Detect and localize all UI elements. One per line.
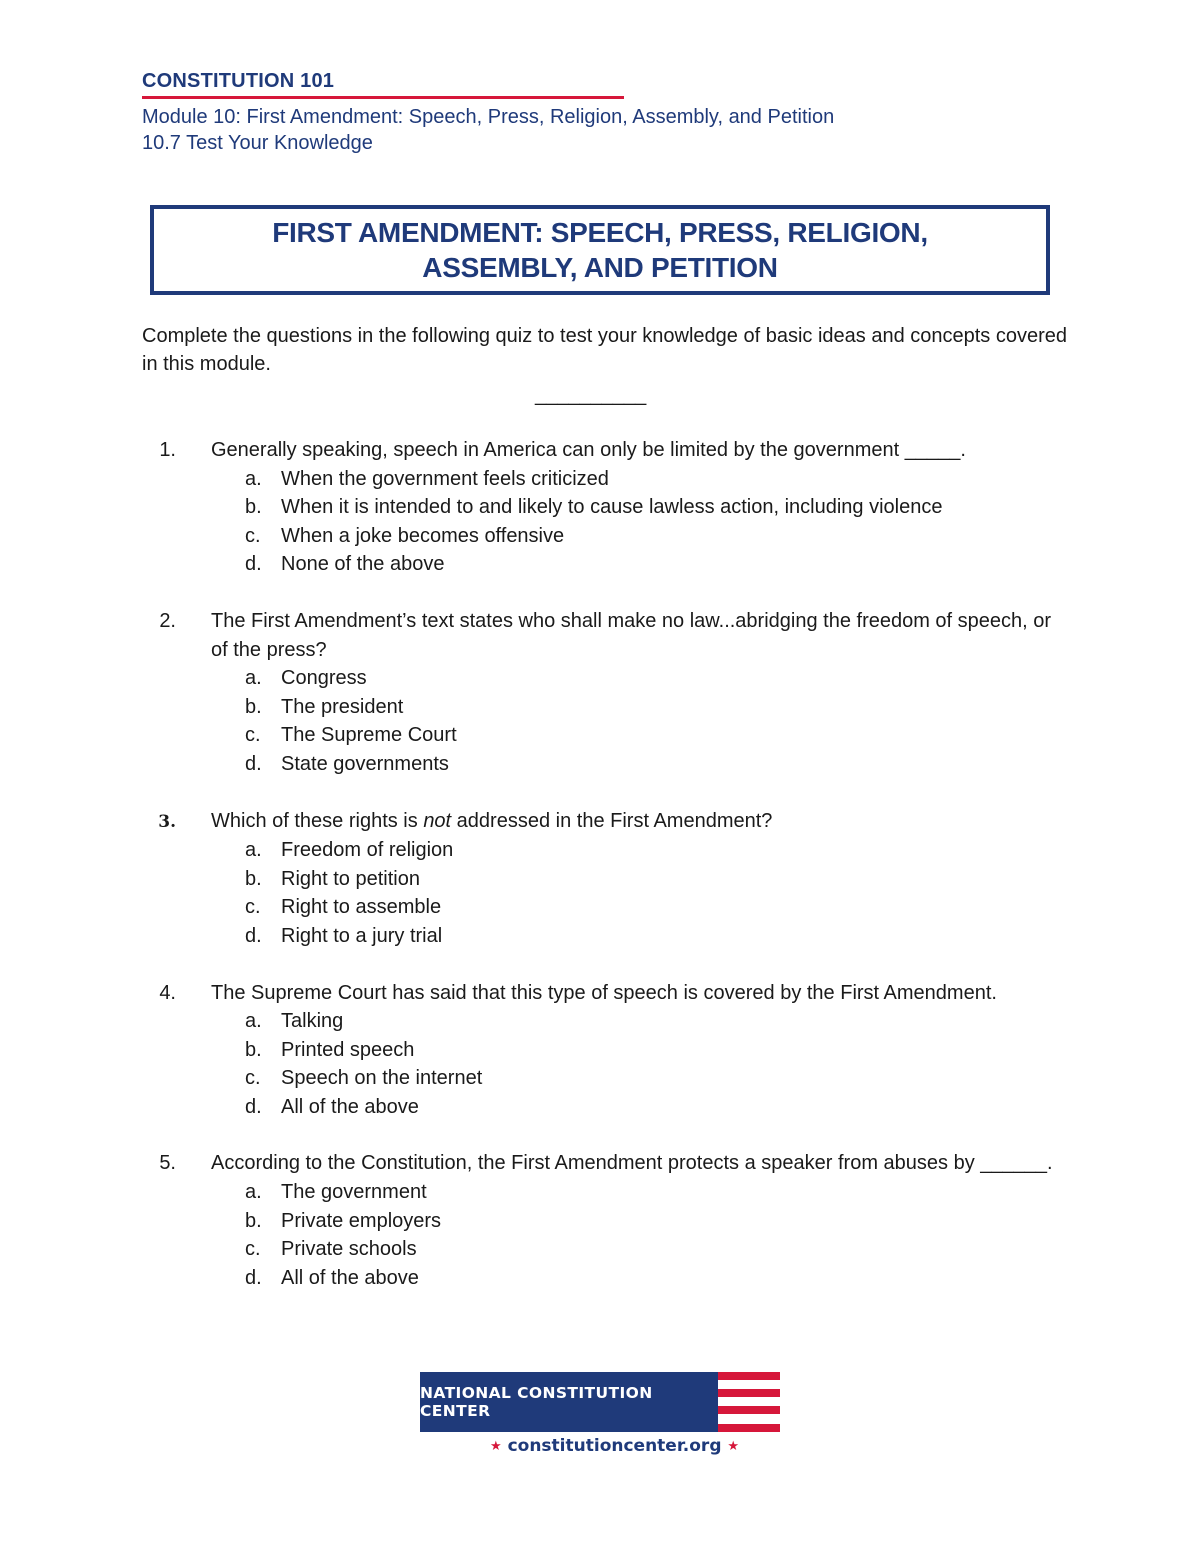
- option: [142, 465, 1062, 494]
- option-letter: b.: [245, 695, 262, 718]
- option-letter: c.: [245, 1067, 261, 1090]
- option: [142, 493, 1062, 522]
- option: [142, 1064, 1062, 1093]
- option: [142, 550, 1062, 579]
- option-text: Freedom of religion: [281, 839, 454, 862]
- option-text: Talking: [281, 1010, 344, 1033]
- logo-url-line[interactable]: [490, 1436, 740, 1456]
- option: [142, 1178, 1062, 1207]
- option-letter: c.: [245, 524, 261, 547]
- intro-paragraph: Complete the questions in the following quiz to test your knowledge of basic ideas and concepts covered in this module.: [142, 325, 1067, 375]
- option: [142, 1235, 1062, 1264]
- option: [142, 522, 1062, 551]
- option-letter: d.: [245, 924, 262, 947]
- options-list: [142, 1007, 1062, 1121]
- option-text: Right to assemble: [281, 896, 442, 919]
- option-letter: a.: [245, 467, 262, 490]
- question-text: According to the Constitution, the First Amendment protects a speaker from abuses by ______.: [211, 1152, 1053, 1175]
- flag-stripes-icon: [718, 1372, 780, 1432]
- page-title-box: [150, 205, 1050, 295]
- option: [142, 693, 1062, 722]
- question-5: [142, 1149, 1062, 1292]
- option-text: State governments: [281, 752, 449, 775]
- options-list: [142, 664, 1062, 778]
- option-letter: b.: [245, 1209, 262, 1232]
- flag-stripe: [718, 1372, 780, 1380]
- option-letter: a.: [245, 667, 262, 690]
- question-number: 4.: [159, 981, 176, 1004]
- logo-wordmark-bar: [420, 1372, 718, 1432]
- option-letter: a.: [245, 1010, 262, 1033]
- option-letter: c.: [245, 896, 261, 919]
- option: [142, 721, 1062, 750]
- option-letter: c.: [245, 1238, 261, 1261]
- question-1: [142, 436, 1062, 579]
- option-text: All of the above: [281, 1095, 419, 1118]
- option-text: Private employers: [281, 1209, 442, 1232]
- page-title: [272, 215, 928, 285]
- series-title: CONSTITUTION 101: [142, 70, 335, 92]
- option-text: The government: [281, 1181, 427, 1204]
- option-letter: d.: [245, 553, 262, 576]
- question-text-after: addressed in the First Amendment?: [451, 809, 773, 832]
- question-text-before: Which of these rights is: [211, 809, 424, 832]
- option: [142, 1036, 1062, 1065]
- option-text: All of the above: [281, 1266, 419, 1289]
- question-text: [176, 807, 1062, 837]
- option: [142, 922, 1062, 951]
- question-3: [142, 807, 1062, 951]
- logo-url[interactable]: constitutioncenter.org: [507, 1436, 722, 1456]
- question-text: The Supreme Court has said that this type of speech is covered by the First Amendment.: [211, 981, 997, 1004]
- option-letter: a.: [245, 1181, 262, 1204]
- option-letter: b.: [245, 1038, 262, 1061]
- option-letter: b.: [245, 496, 262, 519]
- option-text: Right to a jury trial: [281, 924, 443, 947]
- question-text: The First Amendment’s text states who shall make no law...abridging the freedom of speech, or of the press?: [211, 609, 1052, 661]
- question-number: 3.: [158, 811, 176, 832]
- divider-line: __________: [535, 384, 647, 406]
- option-text: When the government feels criticized: [281, 467, 609, 490]
- page-title-line-1: FIRST AMENDMENT: SPEECH, PRESS, RELIGION,: [272, 217, 928, 248]
- option: [142, 836, 1062, 865]
- flag-stripe: [718, 1389, 780, 1397]
- question-2: [142, 607, 1062, 779]
- options-list: [142, 1178, 1062, 1292]
- option-text: When it is intended to and likely to cause lawless action, including violence: [281, 496, 943, 519]
- option-text: Private schools: [281, 1238, 417, 1261]
- question-text: Generally speaking, speech in America can only be limited by the government _____.: [211, 439, 966, 461]
- option-text: Speech on the internet: [281, 1067, 483, 1090]
- option-letter: b.: [245, 867, 262, 890]
- question-number: 5.: [159, 1152, 176, 1175]
- star-icon: ★: [490, 1439, 502, 1454]
- option: [142, 664, 1062, 693]
- question-number: 2.: [159, 609, 176, 632]
- option-letter: d.: [245, 1095, 262, 1118]
- options-list: [142, 836, 1062, 950]
- option: [142, 1007, 1062, 1036]
- logo-name: NATIONAL CONSTITUTION CENTER: [420, 1384, 653, 1420]
- header-rule: [142, 96, 624, 99]
- option-text: Printed speech: [281, 1038, 415, 1061]
- question-text-emphasis: not: [423, 809, 452, 832]
- option: [142, 893, 1062, 922]
- flag-stripe: [718, 1424, 780, 1432]
- option-letter: d.: [245, 1266, 262, 1289]
- option-text: The president: [281, 695, 404, 718]
- quiz: [142, 436, 1062, 1320]
- option: [142, 1093, 1062, 1122]
- page-title-line-2: ASSEMBLY, AND PETITION: [422, 252, 778, 283]
- section-title: 10.7 Test Your Knowledge: [142, 132, 373, 154]
- option-text: The Supreme Court: [281, 724, 457, 747]
- option: [142, 865, 1062, 894]
- options-list: [142, 465, 1062, 579]
- option-text: None of the above: [281, 553, 445, 576]
- option-letter: d.: [245, 752, 262, 775]
- flag-stripe: [718, 1406, 780, 1414]
- module-title: Module 10: First Amendment: Speech, Press, Religion, Assembly, and Petition: [142, 106, 835, 128]
- ncc-logo[interactable]: [420, 1372, 780, 1462]
- option-text: Right to petition: [281, 867, 420, 890]
- option: [142, 750, 1062, 779]
- option-letter: a.: [245, 839, 262, 862]
- question-4: [142, 979, 1062, 1122]
- question-number: 1.: [159, 439, 176, 461]
- option: [142, 1264, 1062, 1293]
- option-text: When a joke becomes offensive: [281, 524, 565, 547]
- option-letter: c.: [245, 724, 261, 747]
- option: [142, 1207, 1062, 1236]
- star-icon: ★: [727, 1439, 740, 1454]
- option-text: Congress: [281, 667, 367, 690]
